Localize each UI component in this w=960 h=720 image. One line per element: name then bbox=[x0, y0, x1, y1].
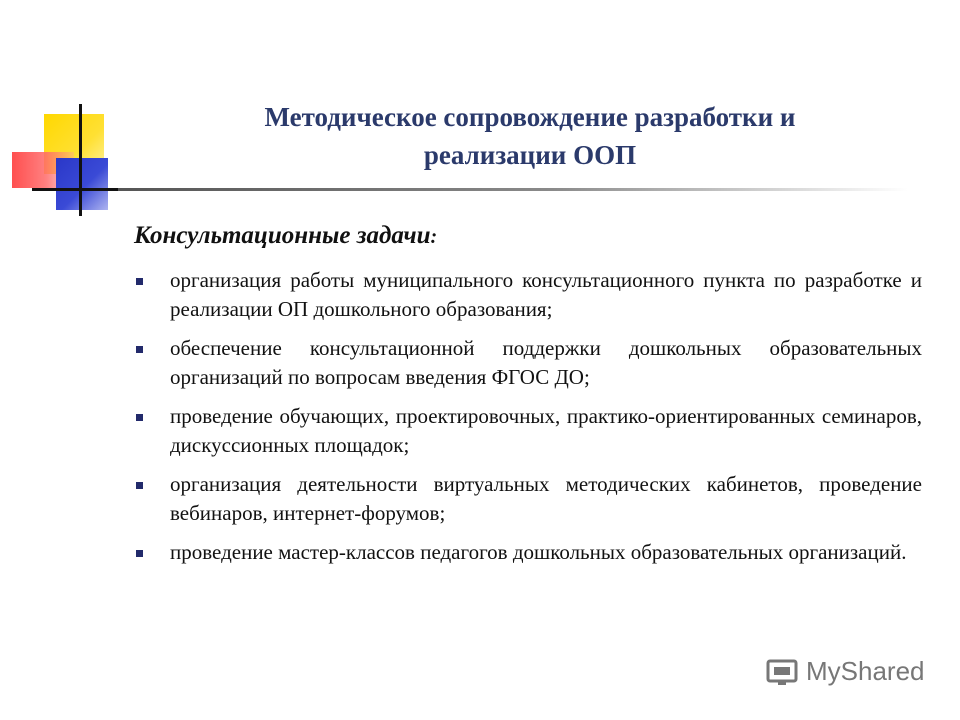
list-item bbox=[134, 334, 922, 392]
decor-blue-square bbox=[56, 158, 108, 210]
square-bullet-icon bbox=[136, 414, 143, 421]
list-item bbox=[134, 402, 922, 460]
square-bullet-icon bbox=[136, 346, 143, 353]
list-item-text: организация работы муниципального консультационного пункта по разработке и реализации ОП дошкольного образования; bbox=[170, 268, 922, 321]
list-item-text: проведение мастер-классов педагогов дошкольных образовательных организаций. bbox=[170, 540, 907, 564]
section-heading-text: Консультационные задачи bbox=[134, 222, 431, 249]
watermark-text: MyShared bbox=[806, 656, 925, 686]
list-item bbox=[134, 266, 922, 324]
list-item-text: проведение обучающих, проектировочных, практико-ориентированных семинаров, дискуссионных площадок; bbox=[170, 404, 922, 457]
task-list bbox=[134, 266, 922, 577]
list-item-text: обеспечение консультационной поддержки дошкольных образовательных организаций по вопросам введения ФГОС ДО; bbox=[170, 336, 922, 389]
decor-vertical-line bbox=[79, 104, 82, 216]
slide-title-line-2: реализации ООП bbox=[423, 140, 637, 170]
decor-horizontal-line bbox=[32, 188, 122, 191]
square-bullet-icon bbox=[136, 482, 143, 489]
myshared-logo-icon bbox=[766, 657, 800, 687]
slide-title bbox=[150, 98, 910, 174]
list-item-text: организация деятельности виртуальных методических кабинетов, проведение вебинаров, интернет-форумов; bbox=[170, 472, 922, 525]
watermark[interactable] bbox=[766, 656, 925, 687]
title-underline bbox=[118, 188, 908, 191]
list-item bbox=[134, 538, 922, 567]
section-heading bbox=[134, 222, 437, 250]
square-bullet-icon bbox=[136, 278, 143, 285]
square-bullet-icon bbox=[136, 550, 143, 557]
slide-title-line-1: Методическое сопровождение разработки и bbox=[264, 102, 796, 132]
list-item bbox=[134, 470, 922, 528]
section-heading-colon: : bbox=[430, 226, 438, 248]
